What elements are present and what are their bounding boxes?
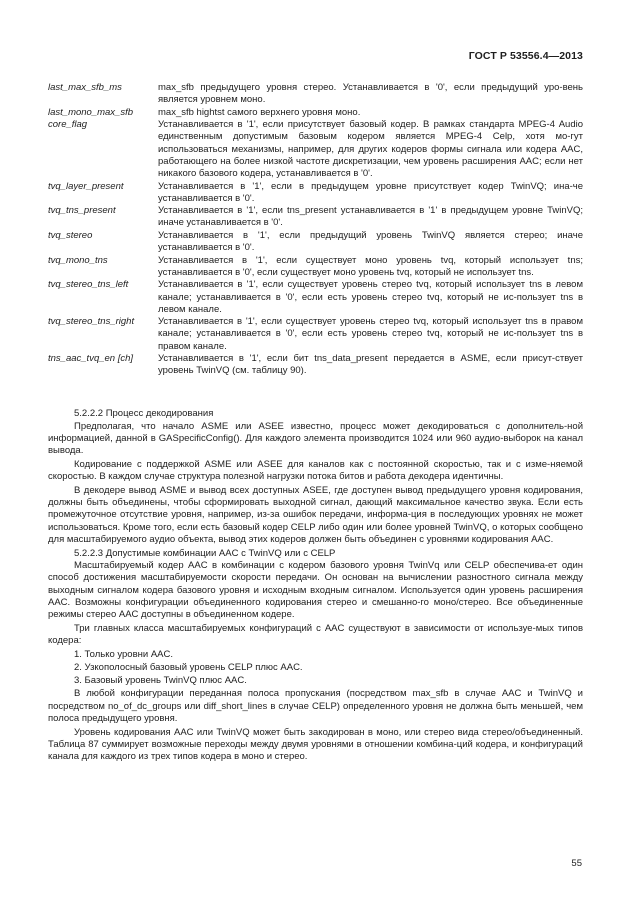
- definition-term: tns_aac_tvq_en [ch]: [48, 353, 134, 365]
- definition-term: tvq_layer_present: [48, 180, 124, 192]
- definition-row: [48, 82, 583, 106]
- paragraph: Масштабируемый кодер AAC в комбинации с кодером базового уровня TwinVq или CELP обеспечива-ет один способ достижения масштабируемости скорости передачи. Он основан на вычислении разностного сигнала между выходным сигналом кодера базового уровня и исходным входным сигналом. Используется один уровень расширения AAC. Возможны конфигурации объединенного кодирования стерео и смешанно-го моно/стерео. Все объединенные режимы стерео AAC доступны в объединенном кодере.: [48, 560, 583, 621]
- list-item: 1. Только уровни AAC.: [74, 648, 173, 660]
- definition-term: tvq_tns_present: [48, 205, 116, 217]
- paragraph: В любой конфигурации переданная полоса пропускания (посредством max_sfb в случае AAC и TwinVQ и посредством no_of_dc_groups или diff_short_lines в случае CELP) определенного уровня не должна быть меньшей, чем полоса предыдущего уровня.: [48, 688, 583, 724]
- paragraph: Три главных класса масштабируемых конфигураций с AAC существуют в зависимости от используе-мых типов кодера:: [48, 622, 583, 647]
- definition-row: [48, 230, 583, 254]
- definition-term: tvq_stereo_tns_right: [48, 316, 135, 328]
- definition-text: Устанавливается в '1', если в предыдущем уровне присутствует кодер TwinVQ; ина-че устанавливается в '0'.: [158, 180, 583, 204]
- section-heading: 5.2.2.3 Допустимые комбинации AAC с TwinVQ или с CELP: [74, 547, 336, 559]
- definition-term: tvq_stereo_tns_left: [48, 279, 129, 291]
- definition-term: core_flag: [48, 119, 88, 131]
- definition-text: Устанавливается в '1', если предыдущий уровень TwinVQ является стерео; иначе устанавливается в '0'.: [158, 229, 583, 254]
- paragraph: Уровень кодирования AAC или TwinVQ может быть закодирован в моно, или стерео вида стерео/объединенный. Таблица 87 суммирует возможные переходы между двумя уровнями в отношении комбина-ций кодера, и конфигураций канала для каждого из трех типов кодера в моно и стерео.: [48, 726, 583, 763]
- definition-row: [48, 255, 583, 279]
- definition-row: [48, 205, 583, 229]
- definition-term: last_mono_max_sfb: [48, 106, 134, 118]
- definition-text: max_sfb hightst самого верхнего уровня моно.: [158, 106, 361, 118]
- definition-list: [48, 82, 583, 378]
- paragraph: В декодере вывод ASME и вывод всех доступных ASEE, где доступен вывод предыдущего уровня кодирования, должны быть объединены, чтобы сформировать выходной сигнал, дающий максимальное качество звука. Если есть промежуточное отсутствие уровня, например, из-за ошибок передачи, информа-ция в последующих уровнях не может использоваться. Кроме того, если есть базовый кодер CELP либо один или более уровней TwinVQ, о которых сообщено для масштабируемого аудио объекта, вывод этих кодеров должен быть объединен с уровнями кодирования AAC.: [48, 484, 583, 545]
- body-text: [48, 408, 583, 765]
- definition-term: last_max_sfb_ms: [48, 82, 122, 93]
- list-item: 3. Базовый уровень TwinVQ плюс AAC.: [74, 675, 247, 687]
- definition-text: Устанавливается в '1', если существует моно уровень tvq, который использует tns; устанавливается в '0', если существует моно уровень tvq, который не использует tns.: [158, 254, 583, 278]
- definition-row: [48, 119, 583, 180]
- definition-text: Устанавливается в '1', если присутствует базовый кодер. В рамках стандарта MPEG-4 Audio единственным допустимым базовым кодером является MPEG-4 Celp, хотя мо-гут использоваться механизмы, например, для других кодеров формы сигнала или кодера AAC, работающего на более низкой частоте дискретизации, чем уровень расширения AAC; если нет никакого базового кодера, устанавливается в '0'.: [158, 119, 583, 180]
- definition-text: Устанавливается в '1', если существует уровень стерео tvq, который использует tns в правом канале; устанавливается в '0', если есть уровень стерео tvq, который не ис-пользует tns в правом канале.: [158, 316, 583, 352]
- section-heading: 5.2.2.2 Процесс декодирования: [74, 408, 214, 419]
- definition-row: [48, 181, 583, 205]
- definition-term: tvq_stereo: [48, 229, 93, 241]
- definition-term: tvq_mono_tns: [48, 254, 108, 266]
- definition-text: max_sfb предыдущего уровня стерео. Устанавливается в '0', если предыдущий уро-вень является уровнем моно.: [158, 82, 583, 106]
- list-item: 2. Узкополосный базовый уровень CELP плюс AAC.: [74, 662, 303, 674]
- paragraph: Кодирование с поддержкой ASME или ASEE для каналов как с постоянной скоростью, так и с изме-няемой скоростью. В каждом случае структура полезной нагрузки потока битов и работа декодера идентичны.: [48, 458, 583, 483]
- definition-row: [48, 279, 583, 316]
- paragraph: Предполагая, что начало ASME или ASEE известно, процесс может декодироваться с дополнитель-ной информацией, данной в GASpecificConfig(). Для каждого элемента производится 1024 или 960 аудио-выборок на канал вывода.: [48, 420, 583, 457]
- definition-text: Устанавливается в '1', если бит tns_data_present передается в ASME, если присут-ствует уровень TwinVQ (см. таблицу 90).: [158, 353, 583, 377]
- definition-text: Устанавливается в '1', если tns_present устанавливается в '1' в предыдущем уровне TwinVQ; иначе устанавливается в '0'.: [158, 205, 583, 229]
- definition-text: Устанавливается в '1', если существует уровень стерео tvq, который использует tns в левом канале; устанавливается в '0', если есть уровень стерео tvq, который не ис-пользует tns в левом канале.: [158, 279, 583, 315]
- page-number: 55: [571, 858, 582, 869]
- standard-code-header: ГОСТ Р 53556.4—2013: [468, 50, 583, 62]
- definition-row: [48, 316, 583, 353]
- definition-row: [48, 107, 583, 119]
- definition-row: [48, 353, 583, 377]
